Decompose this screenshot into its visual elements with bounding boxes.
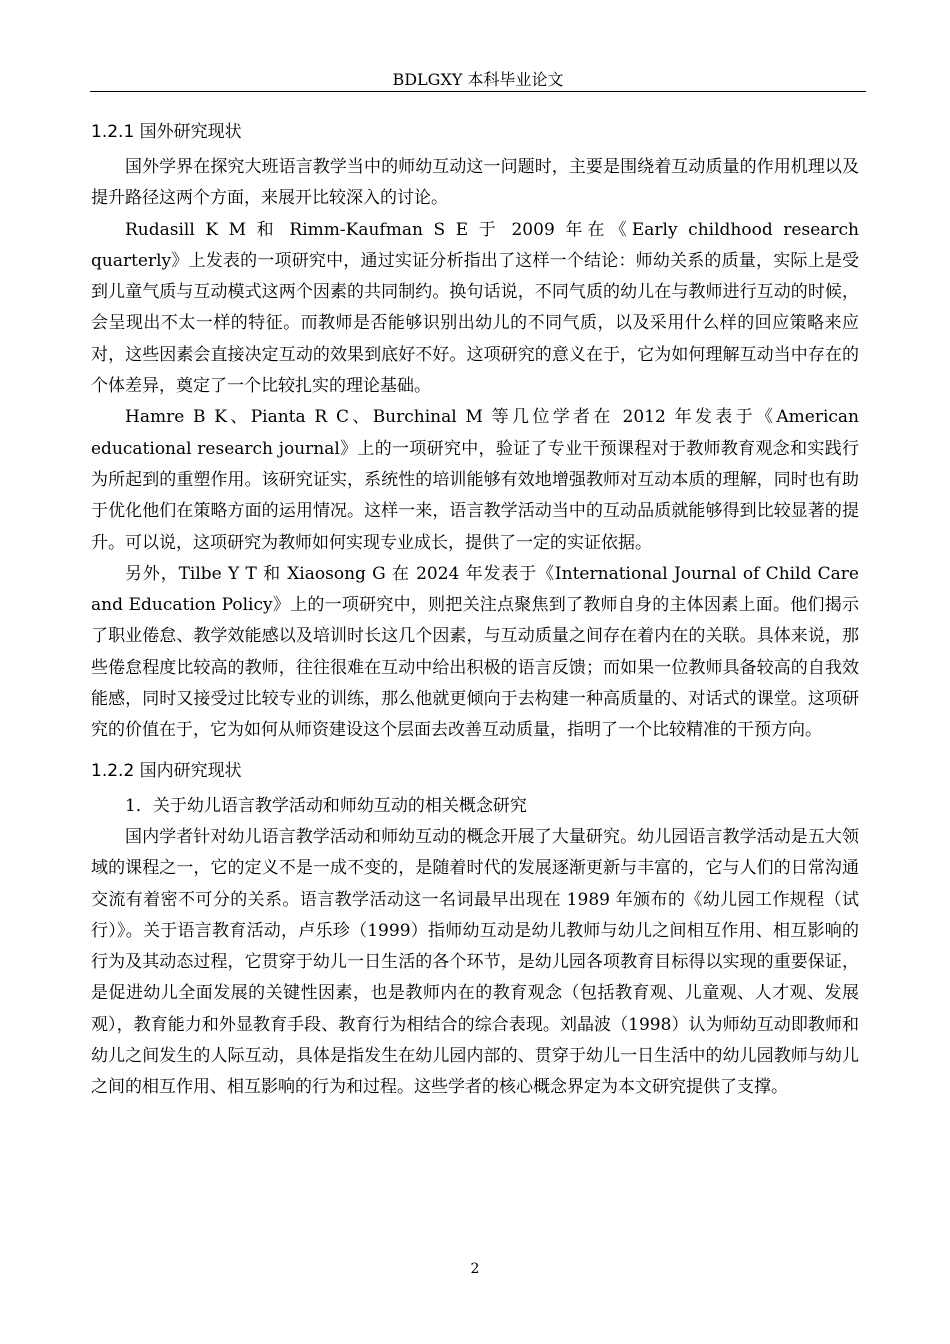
- paragraph: 另外，Tilbe Y T 和 Xiaosong G 在 2024 年发表于《International Journal of Child Care and Education Policy》上的一项研究中，则把关注点聚焦到了教师自身的主体因素上面。他们揭示了职业倦怠、教学效能感以及培训时长这几个因素，与互动质量之间存在着内在的关联。具体来说，那些倦怠程度比较高的教师，往往很难在互动中给出积极的语言反馈；而如果一位教师具备较高的自我效能感，同时又接受过比较专业的训练，那么他就更倾向于去构建一种高质量的、对话式的课堂。这项研究的价值在于，它为如何从师资建设这个层面去改善互动质量，指明了一个比较精准的干预方向。: [91, 563, 859, 741]
- paragraph: Hamre B K、Pianta R C、Burchinal M 等几位学者在 2012 年发表于《American educational research journal》上的一项研究中，验证了专业干预课程对于教师教育观念和实践行为所起到的重塑作用。该研究证实，系统性的培训能够有效地增强教师对互动本质的理解，同时也有助于优化他们在策略方面的运用情况。这样一来，语言教学活动当中的互动品质就能够得到比较显著的提升。可以说，这项研究为教师如何实现专业成长，提供了一定的实证依据。: [91, 407, 859, 553]
- paragraph: Rudasill K M 和 Rimm-Kaufman S E 于 2009 年在《Early childhood research quarterly》上发表的一项研究中，通过实证分析指出了这样一个结论：师幼关系的质量，实际上是受到儿童气质与互动模式这两个因素的共同制约。换句话说，不同气质的幼儿在与教师进行互动的时候，会呈现出不太一样的特征。而教师是否能够识别出幼儿的不同气质，以及采用什么样的回应策略来应对，这些因素会直接决定互动的效果到底好不好。这项研究的意义在于，它为如何理解互动当中存在的个体差异，奠定了一个比较扎实的理论基础。: [91, 219, 859, 397]
- running-header: BDLGXY 本科毕业论文: [392, 70, 564, 89]
- subsection-heading: 1．关于幼儿语言教学活动和师幼互动的相关概念研究: [125, 795, 527, 816]
- header-rule: [90, 91, 866, 92]
- page-number: 2: [470, 1261, 480, 1277]
- section-heading-domestic: 1.2.2 国内研究现状: [91, 760, 242, 781]
- body-content: [91, 112, 859, 1104]
- paragraph: 国内学者针对幼儿语言教学活动和师幼互动的概念开展了大量研究。幼儿园语言教学活动是五大领域的课程之一，它的定义不是一成不变的，是随着时代的发展逐渐更新与丰富的，它与人们的日常沟通交流有着密不可分的关系。语言教学活动这一名词最早出现在 1989 年颁布的《幼儿园工作规程（试行）》。关于语言教育活动，卢乐珍（1999）指师幼互动是幼儿教师与幼儿之间相互作用、相互影响的行为及其动态过程，它贯穿于幼儿一日生活的各个环节，是幼儿园各项教育目标得以实现的重要保证，是促进幼儿全面发展的关键性因素，也是教师内在的教育观念（包括教育观、儿童观、人才观、发展观），教育能力和外显教育手段、教育行为相结合的综合表现。刘晶波（1998）认为师幼互动即教师和幼儿之间发生的人际互动，具体是指发生在幼儿园内部的、贯穿于幼儿一日生活中的幼儿园教师与幼儿之间的相互作用、相互影响的行为和过程。这些学者的核心概念界定为本文研究提供了支撑。: [91, 826, 859, 1098]
- paragraph: 国外学界在探究大班语言教学当中的师幼互动这一问题时，主要是围绕着互动质量的作用机理以及提升路径这两个方面，来展开比较深入的讨论。: [91, 157, 859, 209]
- section-heading-foreign: 1.2.1 国外研究现状: [91, 122, 242, 142]
